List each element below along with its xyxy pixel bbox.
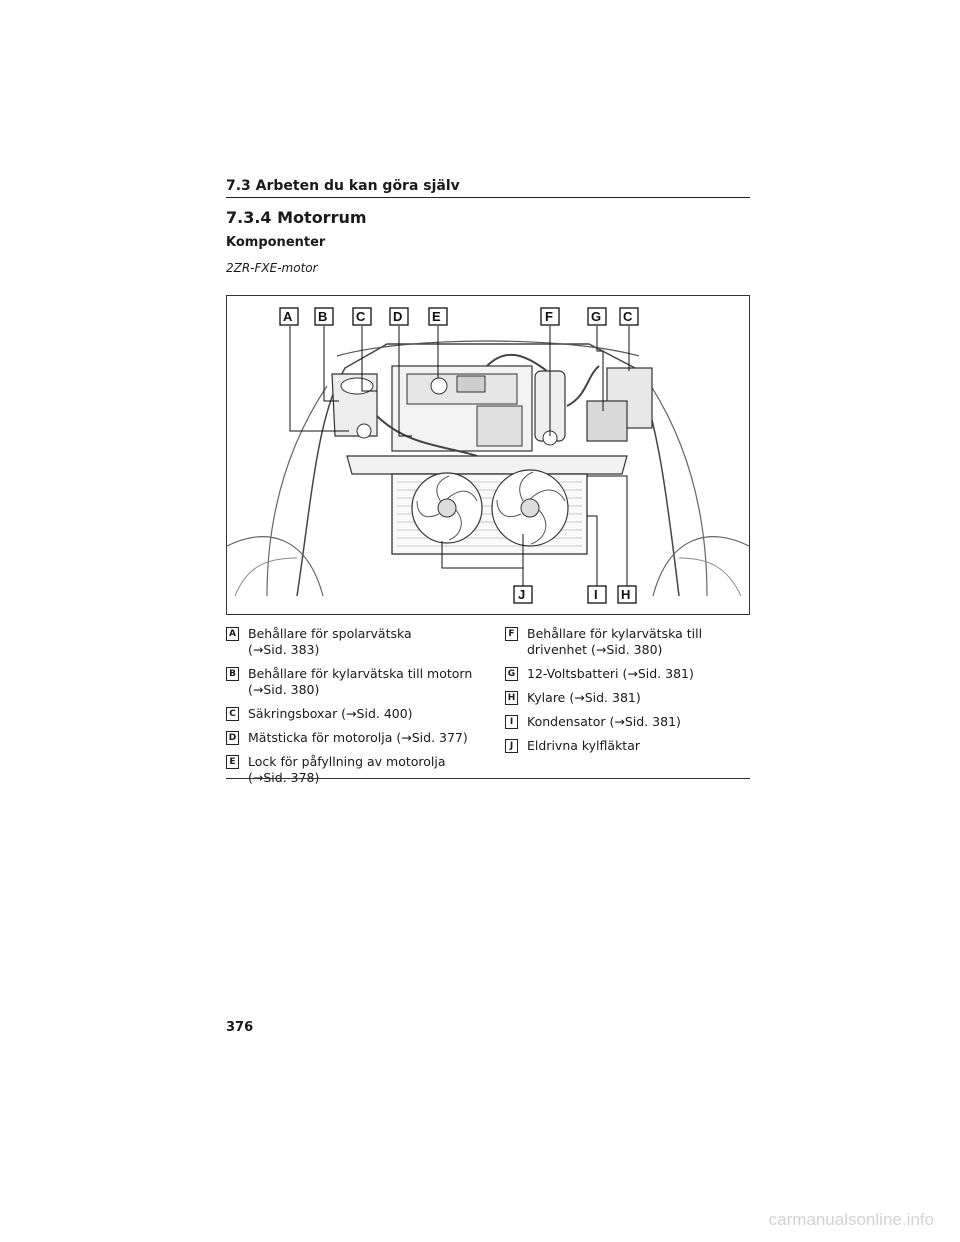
legend-text-h: Kylare (→Sid. 381) xyxy=(527,690,641,705)
legend-text-g: 12-Voltsbatteri (→Sid. 381) xyxy=(527,666,694,681)
figure-caption: 2ZR-FXE-motor xyxy=(226,261,318,275)
page-number: 376 xyxy=(226,1020,254,1035)
callout-c2-text: C xyxy=(623,309,633,324)
legend-item-c xyxy=(226,706,488,722)
engine-bay-drawing xyxy=(227,296,749,614)
legend-item-a xyxy=(226,626,488,658)
callout-d xyxy=(390,308,408,325)
callout-f-text: F xyxy=(545,309,553,324)
legend-right xyxy=(505,626,750,762)
legend-item-h xyxy=(505,690,750,706)
legend-badge-e: E xyxy=(226,755,239,769)
callout-c1 xyxy=(353,308,371,325)
legend-text-j: Eldrivna kylfläktar xyxy=(527,738,641,753)
callout-a xyxy=(280,308,298,325)
legend-item-g xyxy=(505,666,750,682)
callout-c2 xyxy=(620,308,638,325)
callout-i-text: I xyxy=(594,587,598,602)
callout-c1-text: C xyxy=(356,309,366,324)
engine-bay-illustration xyxy=(226,295,750,615)
callout-g-text: G xyxy=(591,309,602,324)
bottom-rule xyxy=(226,778,750,779)
callout-d-text: D xyxy=(393,309,403,324)
callout-i xyxy=(588,586,606,603)
legend-item-e xyxy=(226,754,488,786)
legend-badge-f: F xyxy=(505,627,518,641)
watermark: carmanualsonline.info xyxy=(768,1210,934,1229)
callout-g xyxy=(588,308,606,325)
legend-badge-a: A xyxy=(226,627,239,641)
legend-item-d xyxy=(226,730,488,746)
callout-a-text: A xyxy=(283,309,293,324)
legend-text-a: Behållare för spolarvätska (→Sid. 383) xyxy=(248,626,412,657)
callout-h xyxy=(618,586,636,603)
legend-text-i: Kondensator (→Sid. 381) xyxy=(527,714,681,729)
legend-text-b: Behållare för kylarvätska till motorn (→Sid. 380) xyxy=(248,666,473,697)
legend-badge-b: B xyxy=(226,667,239,681)
legend-text-f: Behållare för kylarvätska till drivenhet (→Sid. 380) xyxy=(527,626,703,657)
legend-badge-i: I xyxy=(505,715,518,729)
callout-f xyxy=(541,308,559,325)
legend-item-j xyxy=(505,738,750,754)
page-title: 7.3.4 Motorrum xyxy=(226,208,367,227)
legend-item-b xyxy=(226,666,488,698)
legend-badge-h: H xyxy=(505,691,518,705)
section-header: 7.3 Arbeten du kan göra själv xyxy=(226,178,750,198)
legend-badge-c: C xyxy=(226,707,239,721)
callout-h-text: H xyxy=(621,587,631,602)
legend-text-c: Säkringsboxar (→Sid. 400) xyxy=(248,706,413,721)
callout-j-text: J xyxy=(518,587,526,602)
legend-text-d: Mätsticka för motorolja (→Sid. 377) xyxy=(248,730,468,745)
subheading: Komponenter xyxy=(226,235,326,250)
callout-b xyxy=(315,308,333,325)
legend-badge-d: D xyxy=(226,731,239,745)
legend-left xyxy=(226,626,488,794)
legend-text-e: Lock för påfyllning av motorolja (→Sid. 378) xyxy=(248,754,446,785)
legend-badge-j: J xyxy=(505,739,518,753)
legend-badge-g: G xyxy=(505,667,518,681)
callout-j xyxy=(514,586,532,603)
legend-item-f xyxy=(505,626,750,658)
legend-item-i xyxy=(505,714,750,730)
callout-e xyxy=(429,308,447,325)
callout-e-text: E xyxy=(432,309,441,324)
callout-b-text: B xyxy=(318,309,328,324)
